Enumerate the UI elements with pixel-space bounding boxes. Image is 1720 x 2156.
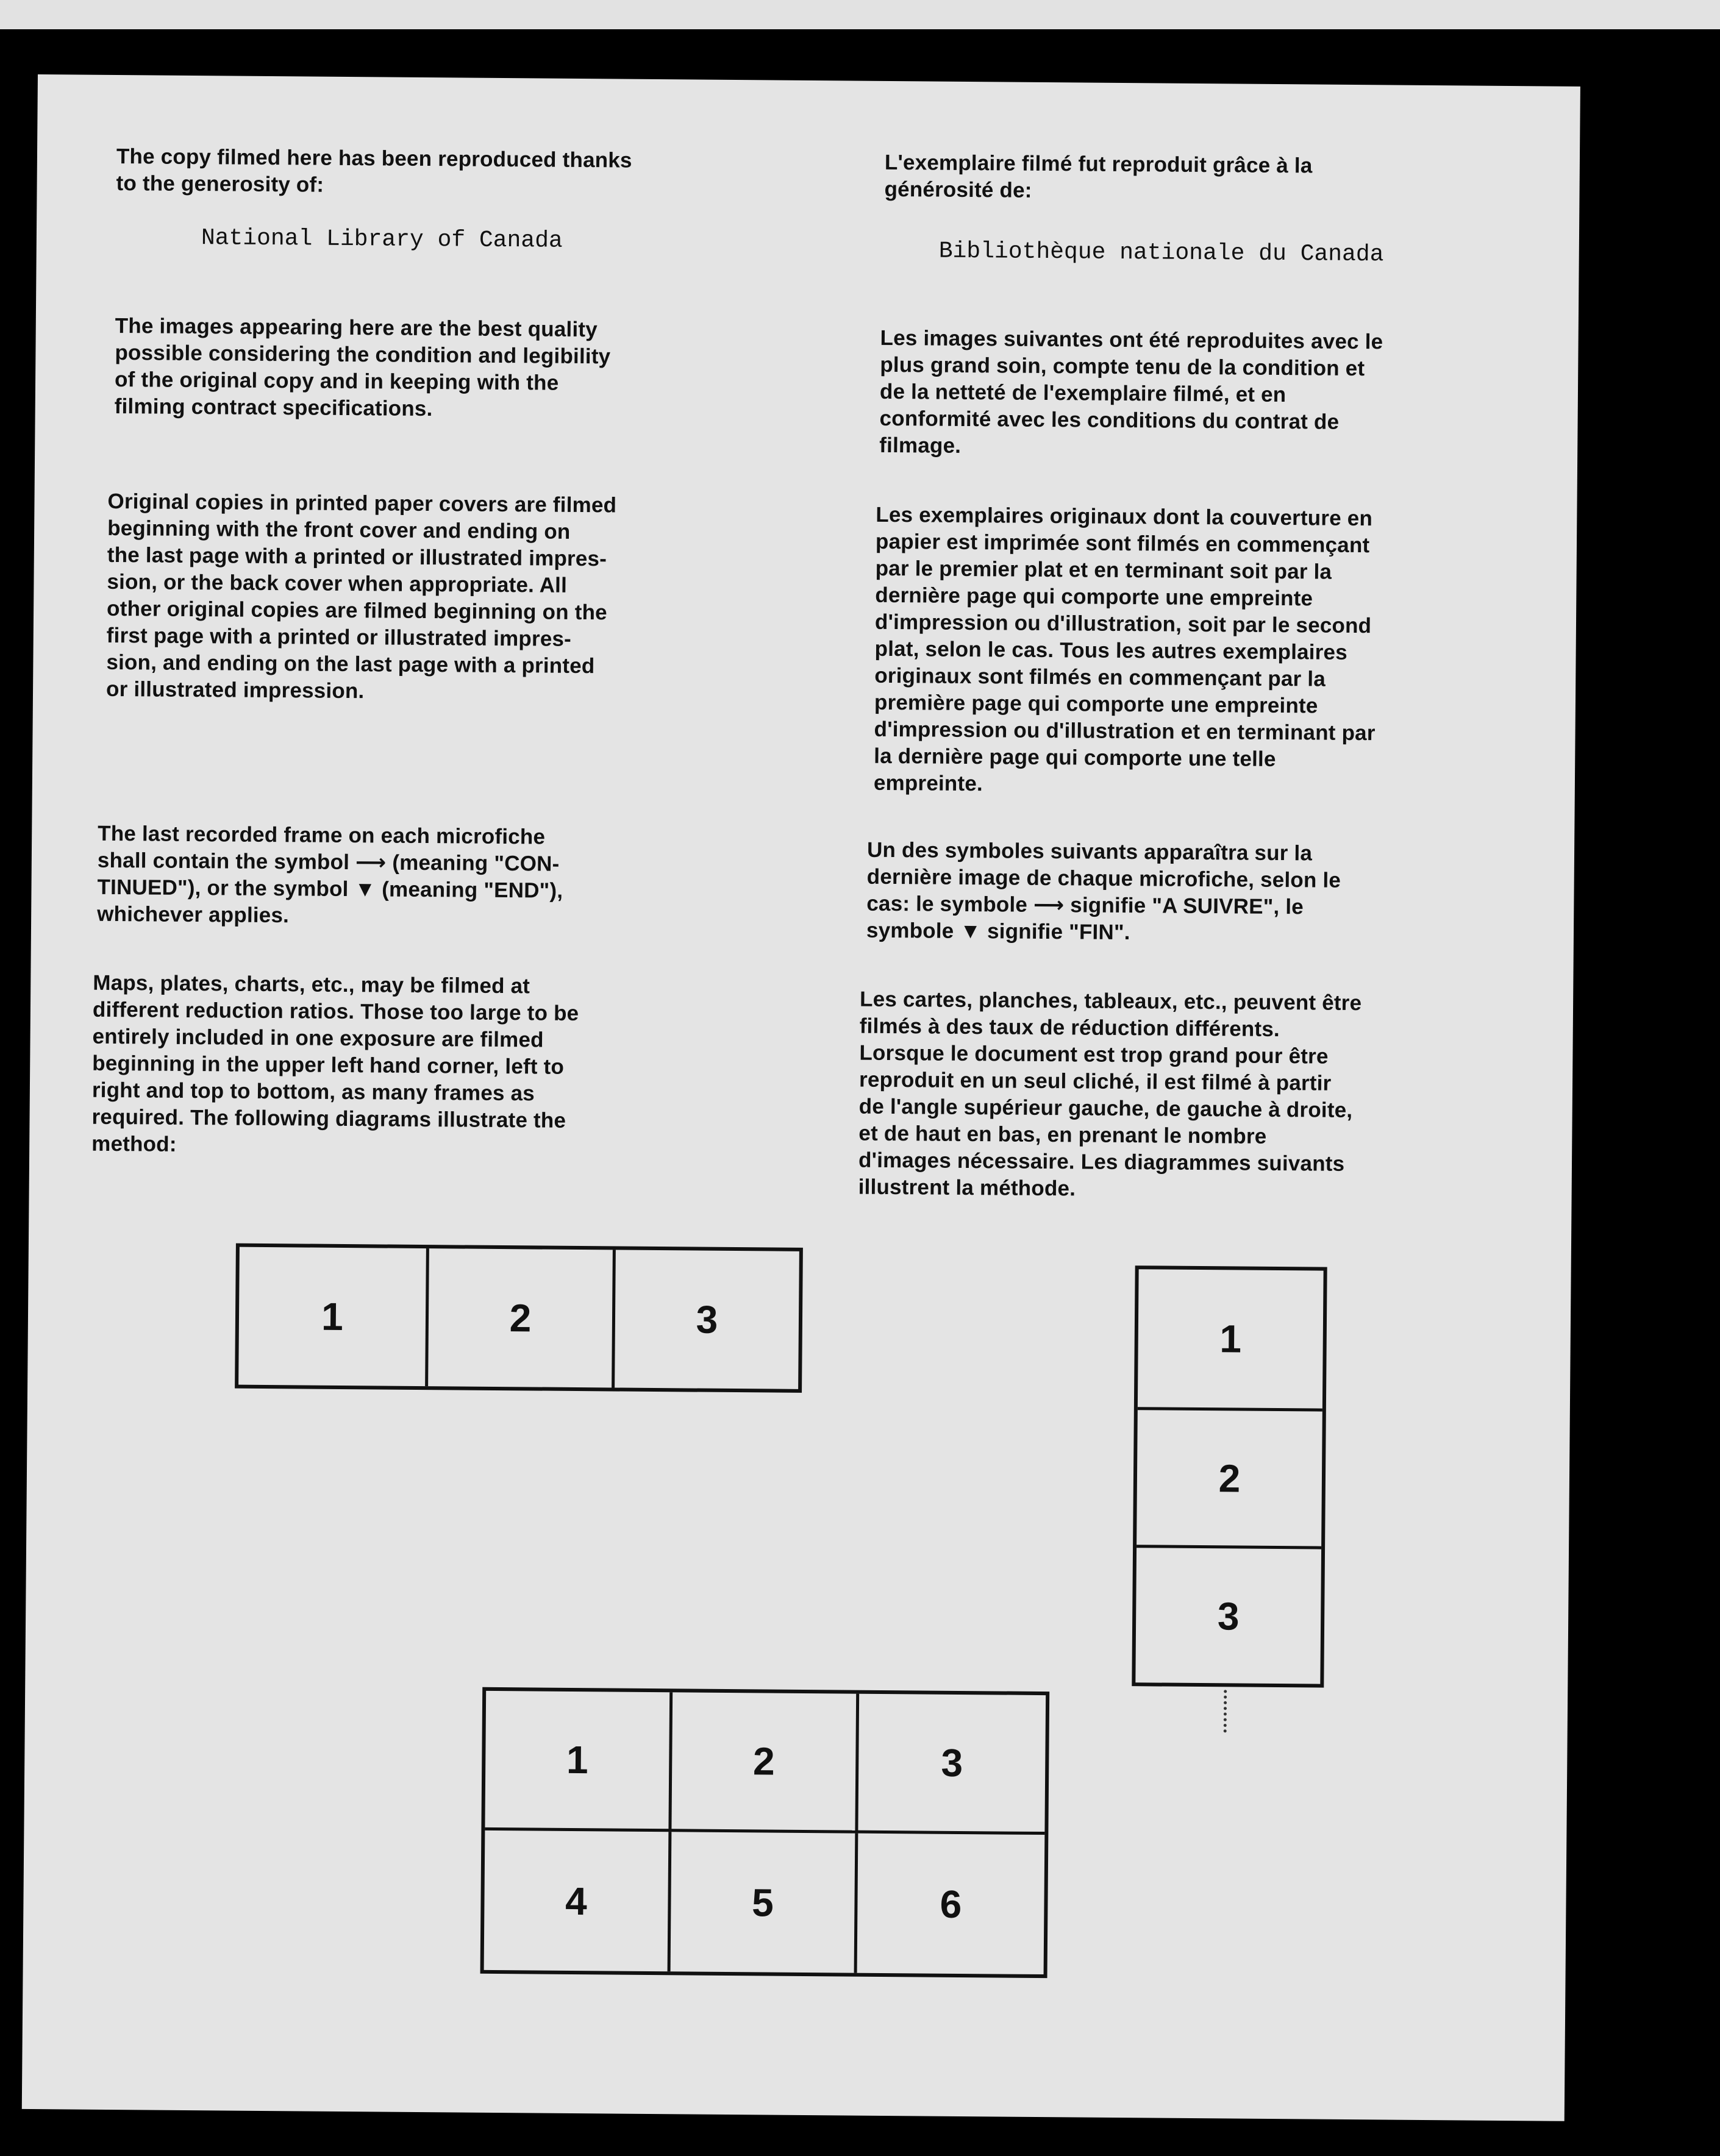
french-covers-paragraph: Les exemplaires originaux dont la couverture en papier est imprimée sont filmés en commençant par le premier plat et en terminant soit par la dernière page qui comporte une empreinte d'impression ou d'illustration, soit par le second plat, selon le cas. Tous les autres exemplaires originaux sont filmés en commençant par la première page qui comporte une empreinte d'impression ou d'illustration et en terminant par la dernière page qui comporte une telle empreinte. (873, 502, 1376, 796)
diagram-three-down (1132, 1265, 1327, 1687)
english-institution: National Library of Canada (201, 225, 563, 254)
english-symbols-paragraph: The last recorded frame on each microfiche shall contain the symbol ⟶ (meaning "CON- TINUED"), or the symbol ▼ (meaning "END"), whichever applies. (97, 821, 563, 928)
diagram-three-across (235, 1243, 803, 1393)
french-symbols-paragraph: Un des symboles suivants apparaîtra sur la dernière image de chaque microfiche, selon le cas: le symbole ⟶ signifie "A SUIVRE", le symbole ▼ signifie "FIN". (866, 838, 1341, 945)
diagram-cell: 5 (671, 1832, 858, 1973)
diagram-cell: 2 (425, 1248, 613, 1387)
diagram-cell: 2 (1137, 1407, 1322, 1546)
diagram-two-rows (480, 1687, 1050, 1978)
diagram-cell: 3 (612, 1250, 799, 1389)
diagram-cell: 1 (321, 1294, 344, 1339)
french-quality-paragraph: Les images suivantes ont été reproduites avec le plus grand soin, compte tenu de la condition et de la netteté de l'exemplaire filmé, et en conformité avec les conditions du contrat de filmage. (879, 326, 1383, 458)
french-intro: L'exemplaire filmé fut reproduit grâce à la générosité de: (884, 150, 1313, 202)
diagram-cell: 6 (940, 1882, 962, 1926)
diagram-cell: 2 (671, 1692, 859, 1833)
diagram-cell: 1 (1219, 1317, 1242, 1361)
filming-notice-sheet (22, 74, 1580, 2121)
english-maps-paragraph: Maps, plates, charts, etc., may be filmed at different reduction ratios. Those too large to be entirely included in one exposure are filmed beginning in the upper left hand corner, left to right and top to bottom, as many frames as required. The following diagrams illustrate the method: (91, 970, 579, 1156)
french-institution: Bibliothèque nationale du Canada (938, 238, 1384, 268)
diagram-cell: 3 (1135, 1545, 1321, 1684)
dotted-continuation-mark (1224, 1690, 1231, 1732)
french-maps-paragraph: Les cartes, planches, tableaux, etc., peuvent être filmés à des taux de réduction différents. Lorsque le document est trop grand pour être reproduit en un seul cliché, il est filmé à partir de l'angle supérieur gauche, de gauche à droite, et de haut en bas, en prenant le nombre d'images nécessaire. Les diagrammes suivants illustrent la méthode. (858, 987, 1362, 1201)
diagram-cell: 3 (858, 1694, 1046, 1835)
diagram-cell: 4 (484, 1830, 672, 1971)
scanner-top-strip (0, 0, 1720, 29)
english-intro: The copy filmed here has been reproduced thanks to the generosity of: (116, 144, 632, 197)
english-covers-paragraph: Original copies in printed paper covers are filmed beginning with the front cover and ending on the last page with a printed or illustrated impres- sion, or the back cover when appropriate. All other original copies are filmed beginning on the first page with a printed or illustrated impres- sion, and ending on the last page with a printed or illustrated impression. (105, 489, 617, 703)
english-quality-paragraph: The images appearing here are the best quality possible considering the condition and legibility of the original copy and in keeping with the filming contract specifications. (114, 314, 611, 421)
diagram-cell: 1 (485, 1691, 673, 1832)
